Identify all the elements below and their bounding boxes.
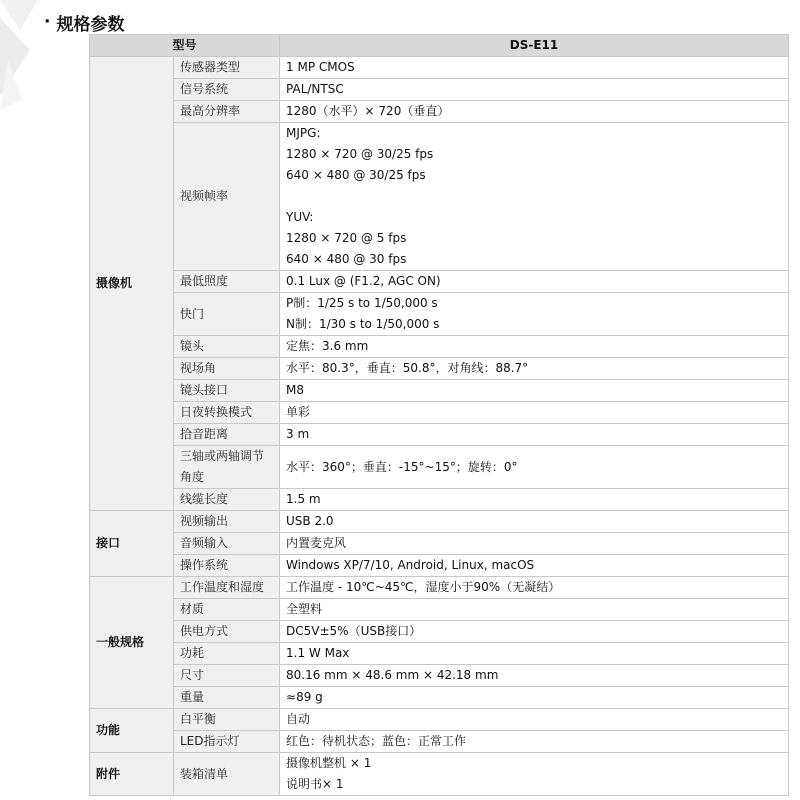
category-cell-interface: 接口 [90,511,174,577]
spec-value-line: 640 × 480 @ 30 fps [286,252,407,266]
spec-value-line: 3 m [286,427,310,441]
spec-value-line: DC5V±5%（USB接口） [286,624,422,638]
spec-table [89,34,789,796]
table-row [90,709,789,731]
spec-value [280,643,789,665]
spec-value-line: 说明书× 1 [286,777,344,791]
table-row [90,555,789,577]
spec-value [280,293,789,336]
spec-label: 镜头接口 [174,380,280,402]
spec-label: 白平衡 [174,709,280,731]
spec-label: 视频输出 [174,511,280,533]
spec-value-line: 自动 [286,712,311,726]
spec-value [280,79,789,101]
spec-label [174,446,280,489]
spec-value-line [286,186,782,207]
spec-value-line: 全塑料 [286,602,323,616]
table-row [90,446,789,489]
section-bullet: · [44,12,51,32]
spec-value-line: 内置麦克风 [286,536,347,550]
spec-value-line: 定焦：3.6 mm [286,339,369,353]
spec-value-line: 0.1 Lux @ (F1.2, AGC ON) [286,274,441,288]
table-row [90,336,789,358]
spec-label: 尺寸 [174,665,280,687]
spec-value [280,446,789,489]
spec-label: 功耗 [174,643,280,665]
table-row [90,123,789,271]
spec-label: 音频输入 [174,533,280,555]
table-row [90,424,789,446]
spec-value [280,57,789,79]
spec-value [280,336,789,358]
table-row [90,101,789,123]
spec-value-line: PAL/NTSC [286,82,344,96]
spec-label: 视频帧率 [174,123,280,271]
category-cell-general: 一般规格 [90,577,174,709]
spec-label: 线缆长度 [174,489,280,511]
spec-value-line: 1280 × 720 @ 5 fps [286,231,407,245]
spec-value [280,621,789,643]
spec-value-line: ≈89 g [286,690,323,704]
spec-value-line: 工作温度 - 10℃~45℃，湿度小于90%（无凝结） [286,580,561,594]
model-label: 型号 [90,35,280,57]
spec-value-line: 1280 × 720 @ 30/25 fps [286,147,434,161]
spec-value [280,424,789,446]
spec-label: 镜头 [174,336,280,358]
table-row [90,533,789,555]
spec-value-line: USB 2.0 [286,514,334,528]
spec-value-line: 80.16 mm × 48.6 mm × 42.18 mm [286,668,499,682]
spec-value-line: 640 × 480 @ 30/25 fps [286,168,426,182]
spec-value [280,489,789,511]
spec-value-line: N制：1/30 s to 1/50,000 s [286,317,440,331]
spec-value-line: 单彩 [286,405,311,419]
spec-value-line: 1 MP CMOS [286,60,355,74]
table-row [90,358,789,380]
spec-label: 装箱清单 [174,753,280,796]
spec-value [280,753,789,796]
table-row [90,599,789,621]
category-cell-camera: 摄像机 [90,57,174,511]
spec-label-line: 三轴或两轴调节 [180,449,265,463]
spec-value [280,709,789,731]
spec-label: 最低照度 [174,271,280,293]
spec-value [280,665,789,687]
spec-label: 材质 [174,599,280,621]
spec-value [280,687,789,709]
spec-label: 日夜转换模式 [174,402,280,424]
spec-value [280,731,789,753]
spec-label: 传感器类型 [174,57,280,79]
spec-value-line: 红色：待机状态；蓝色：正常工作 [286,734,467,748]
spec-label: 操作系统 [174,555,280,577]
spec-value-line: MJPG: [286,126,321,140]
spec-table-body [90,57,789,796]
table-row [90,57,789,79]
category-cell-function: 功能 [90,709,174,753]
section-header [44,9,124,35]
spec-value [280,271,789,293]
spec-value [280,380,789,402]
spec-label: 拾音距离 [174,424,280,446]
category-cell-accessories: 附件 [90,753,174,796]
spec-label: LED指示灯 [174,731,280,753]
table-row [90,665,789,687]
spec-value [280,555,789,577]
table-row [90,753,789,796]
spec-value-line: 1.5 m [286,492,321,506]
spec-label: 重量 [174,687,280,709]
table-row [90,687,789,709]
spec-label-line: 角度 [180,470,205,484]
spec-value-line: P制：1/25 s to 1/50,000 s [286,296,438,310]
table-row [90,577,789,599]
spec-value [280,402,789,424]
table-header-row [90,35,789,57]
spec-value [280,101,789,123]
spec-value [280,577,789,599]
table-row [90,731,789,753]
table-row [90,489,789,511]
spec-value-line: 水平：360°；垂直：-15°~15°；旋转：0° [286,459,518,474]
table-row [90,380,789,402]
table-row [90,271,789,293]
spec-value-line: 1280（水平）× 720（垂直） [286,104,450,118]
spec-label: 最高分辨率 [174,101,280,123]
table-row [90,402,789,424]
spec-value [280,533,789,555]
spec-value-line: M8 [286,383,305,397]
spec-label: 供电方式 [174,621,280,643]
spec-value [280,123,789,271]
spec-value-line: Windows XP/7/10, Android, Linux, macOS [286,558,535,572]
spec-label: 快门 [174,293,280,336]
table-row [90,293,789,336]
spec-label: 视场角 [174,358,280,380]
spec-value-line: 摄像机整机 × 1 [286,756,372,770]
spec-value [280,511,789,533]
table-row [90,621,789,643]
section-title: 规格参数 [56,14,125,35]
spec-label: 工作温度和湿度 [174,577,280,599]
spec-value [280,358,789,380]
spec-label: 信号系统 [174,79,280,101]
table-row [90,643,789,665]
table-row [90,511,789,533]
spec-value-line: 1.1 W Max [286,646,350,660]
spec-value-line: 水平：80.3°，垂直：50.8°，对角线：88.7° [286,361,529,375]
model-value: DS-E11 [280,35,789,57]
spec-value [280,599,789,621]
spec-value-line: YUV: [286,210,314,224]
table-row [90,79,789,101]
